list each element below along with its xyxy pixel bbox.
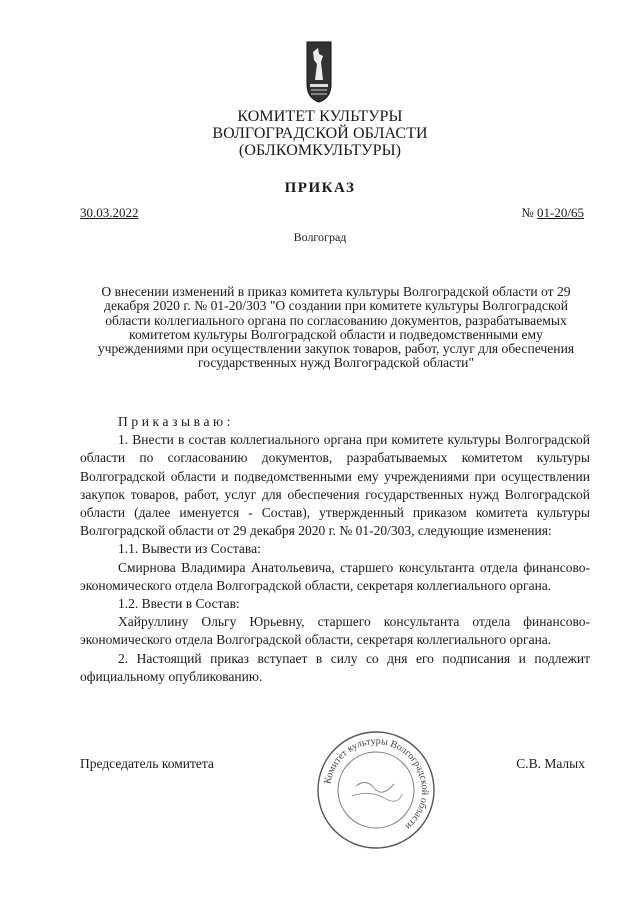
document-type: ПРИКАЗ <box>284 180 356 196</box>
signatory-position: Председатель комитета <box>80 756 214 771</box>
document-subject: О внесении изменений в приказ комитета культуры Волгоградской области от 29 декабря 2020 г. № 01-20/303 "О создании при комитете культуры Волгоградской области коллегиального органа по согласованию документов, разрабатываемых комитетом культуры Волгоградской области и подведомственными ему учреждениями при осуществлении закупок товаров, работ, услуг для обеспечения государственных нужд Волгоградской области" <box>97 284 575 371</box>
stamp-ring-text: Комитет культуры Волгоградской области <box>322 735 431 832</box>
org-line-1: КОМИТЕТ КУЛЬТУРЫ <box>237 108 403 125</box>
paragraph-1-2-text: Хайруллину Ольгу Юрьевну, старшего консультанта отдела финансово-экономического отдела Волгоградской области, секретаря коллегиального органа. <box>80 614 590 648</box>
coat-of-arms-emblem <box>305 40 333 104</box>
document-date: 30.03.2022 <box>80 205 139 220</box>
paragraph-2: 2. Настоящий приказ вступает в силу со дня его подписания и подлежит официальному опубликованию. <box>80 650 590 684</box>
signatory-name: С.В. Малых <box>516 756 585 771</box>
paragraph-1: 1. Внести в состав коллегиального органа при комитете культуры Волгоградской области по согласованию документов, разрабатываемых комитетом культуры Волгоградской области и подведомственными ему учреждениями при осуществлении закупок товаров, работ, услуг для обеспечения государственных нужд Волгоградской области (далее именуется - Состав), утвержденный приказом комитета культуры Волгоградской области от 29 декабря 2020 г. № 01-20/303, следующие изменения: <box>80 432 590 539</box>
org-line-3: (ОБЛКОМКУЛЬТУРЫ) <box>238 142 402 159</box>
org-line-2: ВОЛГОГРАДСКОЙ ОБЛАСТИ <box>212 125 428 142</box>
number-prefix: № <box>521 205 534 220</box>
city: Волгоград <box>293 230 347 244</box>
document-body <box>80 413 590 686</box>
organization-name <box>0 108 640 159</box>
order-word: Приказываю: <box>118 414 235 429</box>
number-value: 01-20/65 <box>537 205 584 220</box>
document-number <box>521 205 584 221</box>
paragraph-1-1: 1.1. Вывести из Состава: <box>118 541 261 557</box>
paragraph-1-2: 1.2. Ввести в Состав: <box>118 596 240 612</box>
paragraph-1-1-text: Смирнова Владимира Анатольевича, старшего консультанта отдела финансово-экономического отдела Волгоградской области, секретаря коллегиального органа. <box>80 559 590 593</box>
official-stamp <box>314 728 438 852</box>
